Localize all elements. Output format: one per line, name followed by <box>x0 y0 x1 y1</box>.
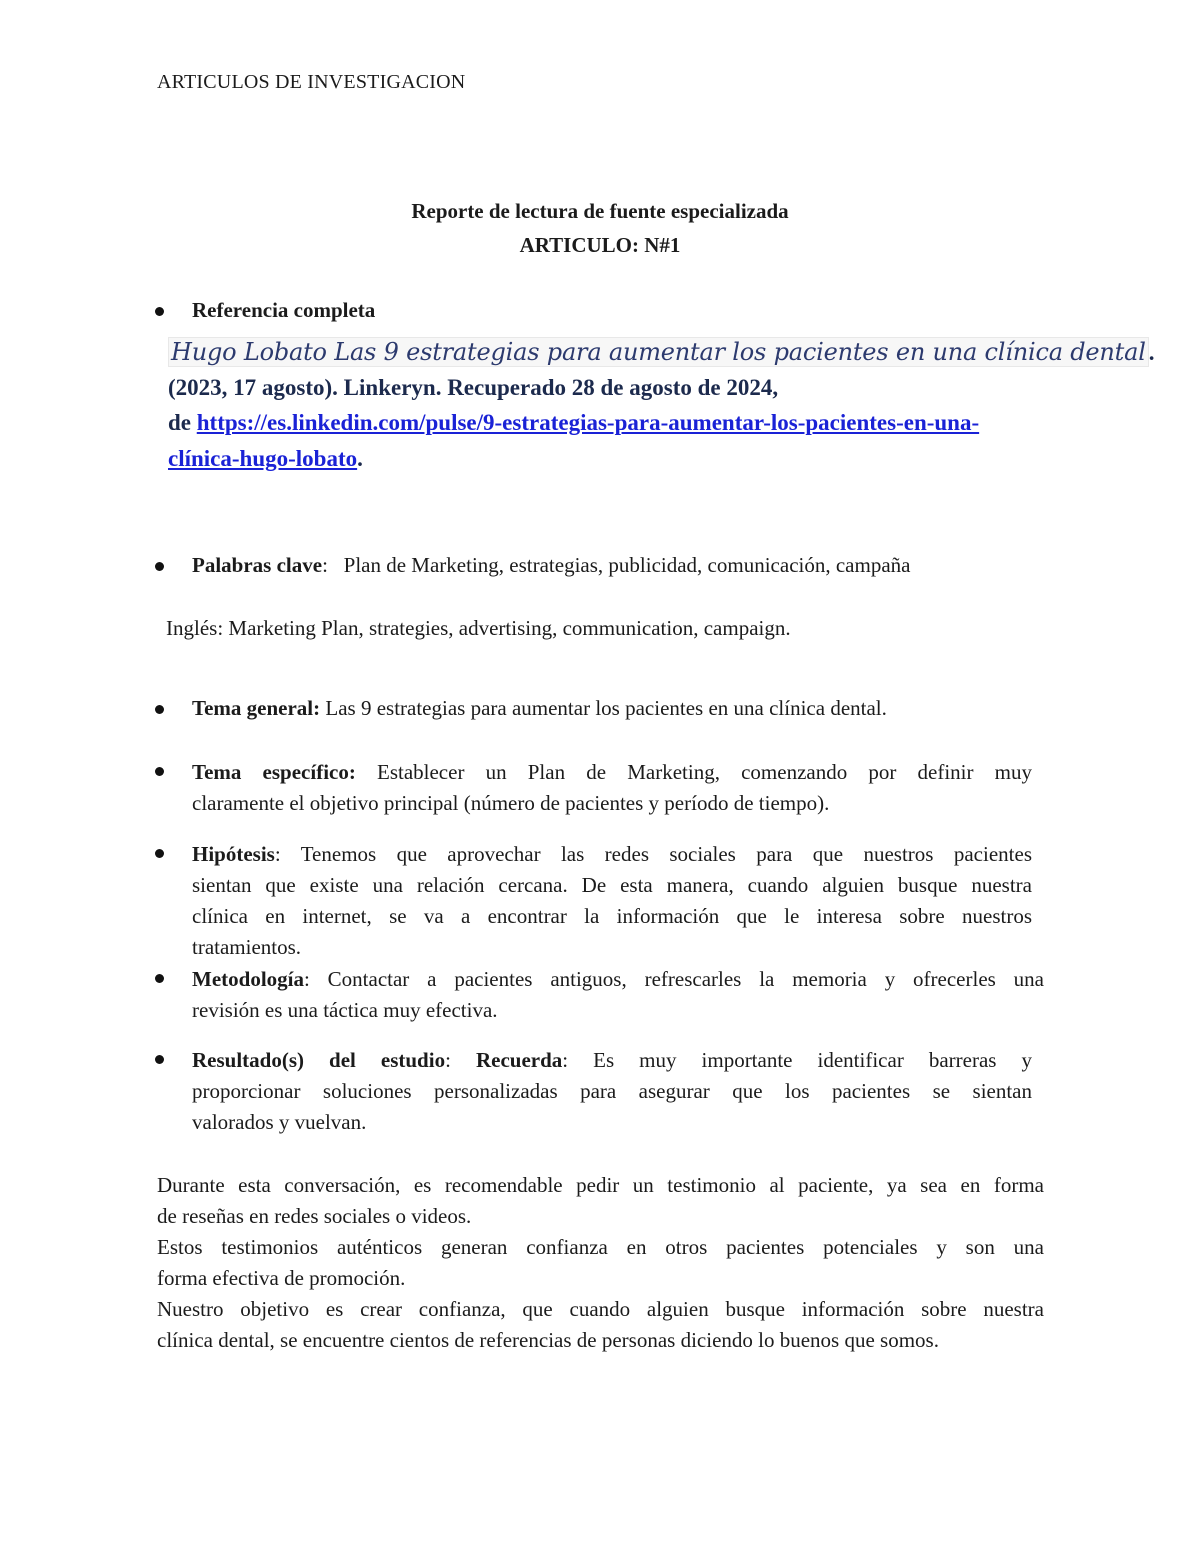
closing-p3-line-1: Nuestro objetivo es crear confianza, que cuando alguien busque información sobre nuestra <box>157 1297 1044 1321</box>
hipotesis-line-4: tratamientos. <box>192 935 302 959</box>
hipotesis-line-2: sientan que existe una relación cercana. De esta manera, cuando alguien busque nuestra <box>192 873 1032 897</box>
article-number: ARTICULO: N#1 <box>519 233 681 257</box>
hipotesis-line-1 <box>192 839 1032 870</box>
bullet-icon <box>155 1055 164 1064</box>
metodologia-line-2: revisión es una táctica muy efectiva. <box>192 998 498 1022</box>
resultados-line-3: valorados y vuelvan. <box>192 1110 367 1134</box>
reference-line-1 <box>168 338 1154 366</box>
closing-p2-line-1: Estos testimonios auténticos generan confianza en otros pacientes potenciales y son una <box>157 1235 1044 1259</box>
bullet-icon <box>155 562 164 571</box>
tema-especifico-block <box>192 757 1032 819</box>
keywords-sep: : <box>322 553 328 577</box>
closing-block <box>157 1170 1044 1356</box>
tema-general-text: Las 9 estrategias para aumentar los pacientes en una clínica dental. <box>325 696 887 720</box>
bullet-icon <box>155 307 164 316</box>
closing-p3-line-2: clínica dental, se encuentre cientos de referencias de personas diciendo lo buenos que somos. <box>157 1328 939 1352</box>
reference-line-2: (2023, 17 agosto). Linkeryn. Recuperado 28 de agosto de 2024, <box>168 375 779 400</box>
keywords-spanish: Plan de Marketing, estrategias, publicidad, comunicación, campaña <box>343 553 911 577</box>
reference-url-suffix: . <box>357 446 363 471</box>
bullet-icon <box>155 767 164 776</box>
tema-especifico-label: Tema específico: <box>192 760 356 784</box>
page-header: ARTICULOS DE INVESTIGACION <box>157 71 466 93</box>
resultados-recuerda-label: Recuerda <box>475 1048 563 1072</box>
tema-especifico-line-2: claramente el objetivo principal (número de pacientes y período de tiempo). <box>192 791 830 815</box>
reference-dot: . <box>1148 340 1155 365</box>
reference-line-3 <box>168 410 979 436</box>
tema-general-line <box>192 696 887 721</box>
hipotesis-line-3: clínica en internet, se va a encontrar la información que le interesa sobre nuestros <box>192 904 1032 928</box>
tema-general-label: Tema general: <box>192 696 321 720</box>
closing-p2-line-2: forma efectiva de promoción. <box>157 1266 406 1290</box>
bullet-icon <box>155 974 164 983</box>
metodologia-text: : Contactar a pacientes antiguos, refrescarles la memoria y ofrecerles una <box>303 967 1044 991</box>
reference-prefix: de <box>168 410 191 435</box>
resultados-sep: : <box>445 1048 451 1072</box>
hipotesis-label: Hipótesis <box>192 842 275 866</box>
keywords-english: Inglés: Marketing Plan, strategies, advertising, communication, campaign. <box>166 616 791 640</box>
resultados-text: : Es muy importante identificar barreras y <box>562 1048 1032 1072</box>
report-title: Reporte de lectura de fuente especializada <box>411 199 789 223</box>
hipotesis-text: : Tenemos que aprovechar las redes sociales para que nuestros pacientes <box>274 842 1032 866</box>
closing-p1-line-1: Durante esta conversación, es recomendable pedir un testimonio al paciente, ya sea en forma <box>157 1173 1044 1197</box>
tema-especifico-text: Establecer un Plan de Marketing, comenzando por definir muy <box>377 760 1032 784</box>
resultados-line-1 <box>192 1045 1032 1076</box>
bullet-icon <box>155 849 164 858</box>
resultados-label: Resultado(s) del estudio <box>192 1048 446 1072</box>
tema-especifico-line-1 <box>192 757 1032 788</box>
reference-url-link-cont[interactable]: clínica-hugo-lobato <box>168 446 358 471</box>
keywords-label: Palabras clave <box>192 553 323 577</box>
reference-citation-title: Hugo Lobato Las 9 estrategias para aumentar los pacientes en una clínica dental <box>168 337 1149 367</box>
bullet-icon <box>155 705 164 714</box>
closing-p1-line-2: de reseñas en redes sociales o videos. <box>157 1204 472 1228</box>
reference-heading: Referencia completa <box>192 298 376 322</box>
resultados-line-2: proporcionar soluciones personalizadas para asegurar que los pacientes se sientan <box>192 1079 1032 1103</box>
reference-line-4 <box>168 446 363 472</box>
metodologia-label: Metodología <box>192 967 304 991</box>
reference-url-link[interactable]: https://es.linkedin.com/pulse/9-estrategias-para-aumentar-los-pacientes-en-una- <box>196 410 980 435</box>
hipotesis-block <box>192 839 1032 963</box>
resultados-block <box>192 1045 1032 1138</box>
metodologia-line-1 <box>192 964 1044 995</box>
metodologia-block <box>192 964 1044 1026</box>
keywords-line <box>192 553 910 578</box>
